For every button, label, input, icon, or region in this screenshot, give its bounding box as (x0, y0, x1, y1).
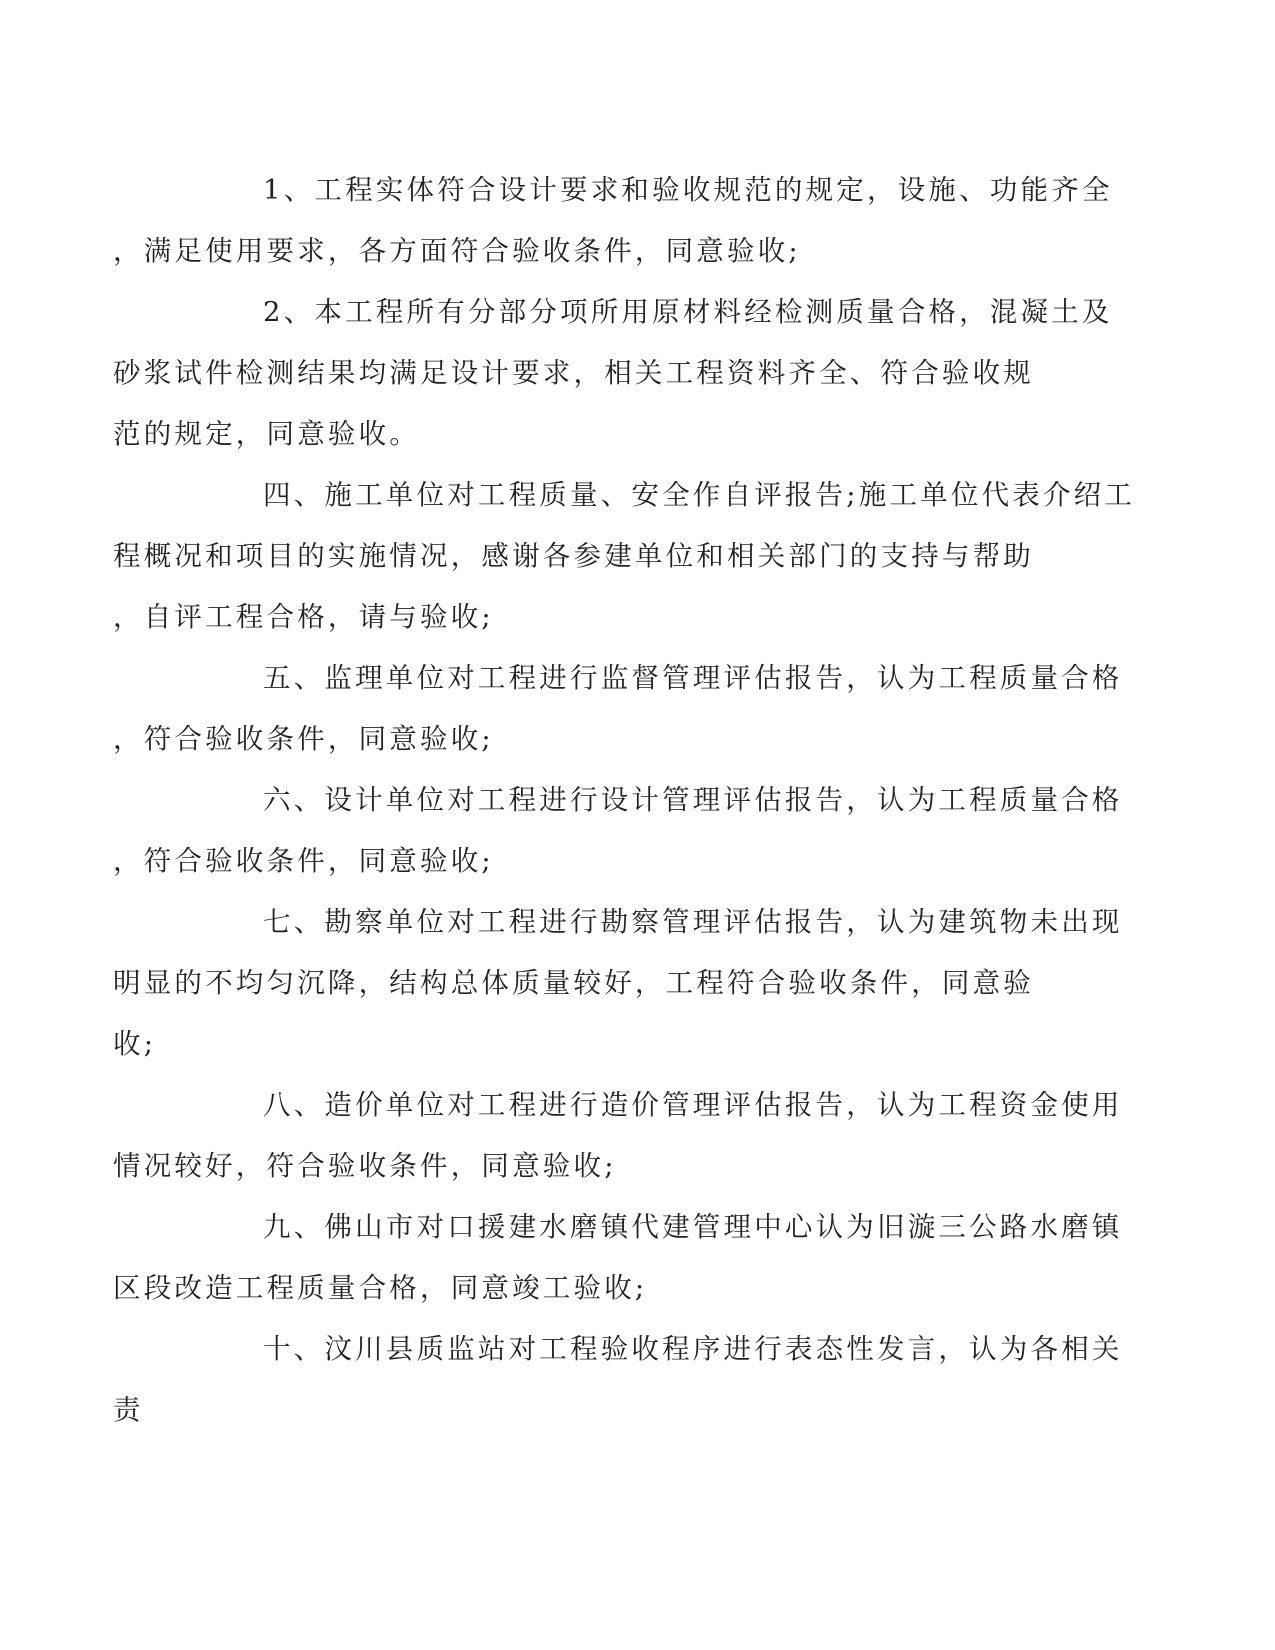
paragraph-line: 收; (113, 1028, 157, 1060)
paragraph-line: ，自评工程合格，请与验收; (113, 601, 494, 633)
paragraph-line: 砂浆试件检测结果均满足设计要求，相关工程资料齐全、符合验收规 (113, 357, 1034, 389)
paragraph-line: ，符合验收条件，同意验收; (113, 723, 494, 755)
paragraph-9 (113, 1319, 1123, 1441)
paragraph-7 (113, 1075, 1123, 1197)
paragraph-line: ，满足使用要求，各方面符合验收条件，同意验收; (113, 235, 801, 267)
paragraph-line: 责 (113, 1394, 144, 1426)
paragraph-8 (113, 1197, 1123, 1319)
paragraph-line: 明显的不均匀沉降，结构总体质量较好，工程符合验收条件，同意验 (113, 967, 1034, 999)
paragraph-line: 九、佛山市对口援建水磨镇代建管理中心认为旧漩三公路水磨镇 (263, 1211, 1123, 1243)
document-body (113, 160, 1136, 1441)
paragraph-line: 2、本工程所有分部分项所用原材料经检测质量合格，混凝土及 (263, 296, 1113, 328)
paragraph-line: 七、勘察单位对工程进行勘察管理评估报告，认为建筑物未出现 (263, 906, 1123, 938)
paragraph-line: 1、工程实体符合设计要求和验收规范的规定，设施、功能齐全 (263, 174, 1113, 206)
paragraph-3 (113, 465, 1136, 648)
paragraph-1 (113, 160, 1113, 282)
paragraph-4 (113, 648, 1123, 770)
paragraph-line: ，符合验收条件，同意验收; (113, 845, 494, 877)
paragraph-2 (113, 282, 1113, 465)
paragraph-6 (113, 892, 1123, 1075)
paragraph-line: 十、汶川县质监站对工程验收程序进行表态性发言，认为各相关 (263, 1333, 1123, 1365)
paragraph-line: 范的规定，同意验收。 (113, 418, 420, 450)
paragraph-line: 五、监理单位对工程进行监督管理评估报告，认为工程质量合格 (263, 662, 1123, 694)
paragraph-line: 程概况和项目的实施情况，感谢各参建单位和相关部门的支持与帮助 (113, 540, 1034, 572)
paragraph-line: 八、造价单位对工程进行造价管理评估报告，认为工程资金使用 (263, 1089, 1123, 1121)
paragraph-line: 情况较好，符合验收条件，同意验收; (113, 1150, 617, 1182)
paragraph-5 (113, 770, 1123, 892)
paragraph-line: 区段改造工程质量合格，同意竣工验收; (113, 1272, 648, 1304)
paragraph-line: 四、施工单位对工程质量、安全作自评报告;施工单位代表介绍工 (263, 479, 1136, 511)
paragraph-line: 六、设计单位对工程进行设计管理评估报告，认为工程质量合格 (263, 784, 1123, 816)
